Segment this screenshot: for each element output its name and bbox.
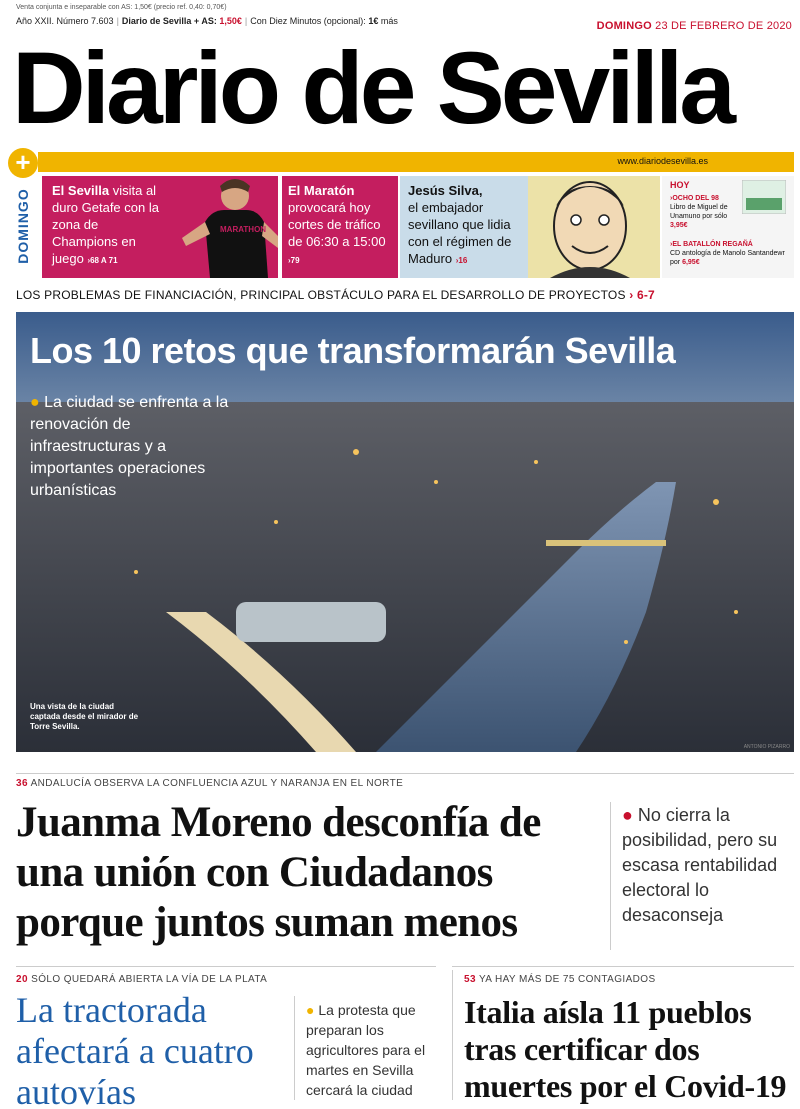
column-divider	[610, 802, 611, 950]
photo-caption: Una vista de la ciudad captada desde el mirador de Torre Sevilla.	[30, 702, 139, 731]
headline-bar-ref: › 6-7	[629, 288, 655, 302]
svg-text:MARATHON: MARATHON	[220, 225, 267, 234]
sale-note: Venta conjunta e inseparable con AS: 1,50€ (precio ref. 0,40: 0,70€)	[16, 4, 227, 11]
column-divider	[294, 996, 295, 1100]
promo-sevilla-bold: El Sevilla	[52, 183, 110, 198]
hoy-title: HOY	[670, 180, 690, 190]
photo-title: Los 10 retos que transformarán Sevilla	[30, 330, 676, 371]
masthead-title[interactable]: Diario de Sevilla	[12, 31, 733, 145]
main-kicker-num: 36	[16, 778, 28, 789]
tractor-kicker-num: 20	[16, 974, 28, 985]
hoy-item1-price: 3,95€	[670, 222, 688, 229]
hoy-item2-text: CD antología de Manolo Santandewr por	[670, 250, 785, 266]
tractor-kicker	[16, 974, 267, 985]
bundle-label: Diario de Sevilla + AS:	[121, 16, 217, 26]
date-rest: 23 DE FEBRERO DE 2020	[655, 20, 792, 32]
italia-headline[interactable]: Italia aísla 11 pueblos tras certificar dos muertes por el Covid-19	[464, 994, 787, 1104]
bundle-price: 1,50€	[219, 16, 242, 26]
promo-sevilla-text: visita al duro Getafe con la zona de Champions en juego	[52, 183, 159, 266]
tractor-summary	[306, 1000, 442, 1100]
tractor-headline[interactable]: La tractorada afectará a cuatro autovías	[16, 990, 254, 1109]
lead-photo[interactable]	[16, 312, 794, 752]
addon-price: 1€	[368, 16, 379, 26]
addon-label: Con Diez Minutos (opcional):	[250, 16, 366, 26]
city-night-photo	[16, 312, 794, 752]
column-divider	[452, 970, 453, 1100]
plus-icon: +	[8, 148, 38, 178]
headline-bar-text: LOS PROBLEMAS DE FINANCIACIÓN, PRINCIPAL OBSTÁCULO PARA EL DESARROLLO DE PROYECTOS	[16, 288, 626, 302]
promo-silva-text: el embajador sevillano que lidia con el régimen de Maduro	[408, 200, 512, 266]
promo-maraton-bold: El Maratón	[288, 183, 355, 198]
bullet-icon: ●	[30, 394, 40, 411]
tractor-summary-text: La protesta que preparan los agricultores para el martes en Sevilla cercará la ciudad	[306, 1002, 426, 1098]
date-day: DOMINGO	[596, 20, 652, 32]
hoy-item1-title: ›OCHO DEL 98	[670, 195, 719, 202]
italia-kicker	[464, 974, 656, 985]
main-kicker	[16, 778, 403, 789]
divider	[16, 966, 436, 967]
promo-silva-ref: ›16	[455, 256, 468, 265]
divider	[452, 966, 794, 967]
photo-credit: ANTONIO PIZARRO	[743, 744, 790, 750]
italia-kicker-text: YA HAY MÁS DE 75 CONTAGIADOS	[478, 974, 656, 985]
photo-summary-text: La ciudad se enfrenta a la renovación de infraestructuras y a importantes operaciones urbanísticas	[30, 394, 229, 499]
promo-silva-bold: Jesús Silva,	[408, 183, 483, 198]
promo-hoy[interactable]	[662, 176, 794, 278]
headline-bar[interactable]	[16, 288, 786, 302]
tractor-kicker-text: SÓLO QUEDARÁ ABIERTA LA VÍA DE LA PLATA	[31, 974, 268, 985]
promo-sevilla[interactable]	[42, 176, 278, 278]
book-cover-thumb	[742, 180, 786, 214]
addon-suffix: más	[380, 16, 398, 26]
main-summary-text: No cierra la posibilidad, pero su escasa rentabilidad electoral lo desaconseja	[622, 805, 778, 925]
website-url[interactable]: www.diariodesevilla.es	[617, 156, 708, 166]
promo-sevilla-ref: ›68 A 71	[87, 256, 118, 265]
section-label: DOMINGO	[15, 188, 31, 264]
promo-maraton-text: provocará hoy cortes de tráfico de 06:30 a 15:00	[288, 200, 386, 249]
edition-line: Año XXII. Número 7.603 | Diario de Sevilla + AS: 1,50€ | Con Diez Minutos (opcional): 1€ más	[16, 16, 398, 26]
main-kicker-text: ANDALUCÍA OBSERVA LA CONFLUENCIA AZUL Y NARANJA EN EL NORTE	[30, 778, 404, 789]
promo-silva[interactable]	[400, 176, 660, 278]
bullet-icon: ●	[622, 805, 633, 825]
main-headline[interactable]: Juanma Moreno desconfía de una unión con Ciudadanos porque juntos suman menos	[16, 799, 541, 946]
hoy-item1-text: Libro de Miguel de Unamuno por sólo	[670, 204, 728, 220]
promo-maraton[interactable]	[282, 176, 398, 278]
main-summary	[622, 803, 792, 928]
photo-summary	[30, 392, 240, 502]
italia-kicker-num: 53	[464, 974, 476, 985]
bullet-icon: ●	[306, 1002, 315, 1018]
hoy-item2-title: ›EL BATALLÓN REGAÑÁ	[670, 241, 753, 248]
promo-maraton-ref: ›79	[288, 256, 300, 265]
divider	[16, 773, 794, 774]
edition-number: Año XXII. Número 7.603	[16, 16, 114, 26]
hoy-item2-price: 6,95€	[682, 259, 700, 266]
